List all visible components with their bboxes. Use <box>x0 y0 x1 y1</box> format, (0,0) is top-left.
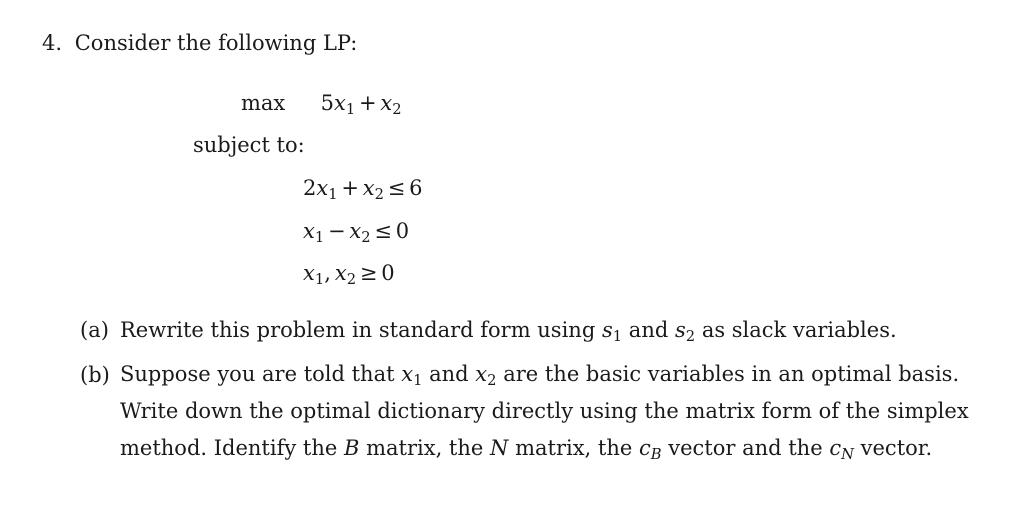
problem-header <box>42 33 357 54</box>
subject-to-label: subject to: <box>193 133 305 157</box>
part-a-label: (a) <box>80 318 109 342</box>
objective-function <box>241 91 402 119</box>
constraint-1: $2x_1 + x_2 \le 6$ <box>303 176 423 204</box>
part-b-text: Suppose you are told that $x_1$ and $x_2$ are the basic variables in an optimal basis. Write down the optimal dictionary directly using the matrix form of the simplex method. Identify the B matrix, the N matrix, the $c_B$ vector and the $c_N$ vector. <box>120 362 969 464</box>
objective-expression: $5x_1 + x_2$ <box>320 91 402 119</box>
objective-sense: max <box>241 91 286 115</box>
part-a-text: Rewrite this problem in standard form using $s_1$ and $s_2$ as slack variables. <box>120 318 897 346</box>
constraint-2: $x_1 - x_2 \le 0$ <box>303 219 410 247</box>
constraint-nonnegativity: $x_1$, $x_2 \ge 0$ <box>303 261 395 289</box>
part-b-label: (b) <box>80 363 110 387</box>
problem-number: 4. <box>42 31 63 55</box>
problem-intro: Consider the following LP: <box>74 31 358 55</box>
